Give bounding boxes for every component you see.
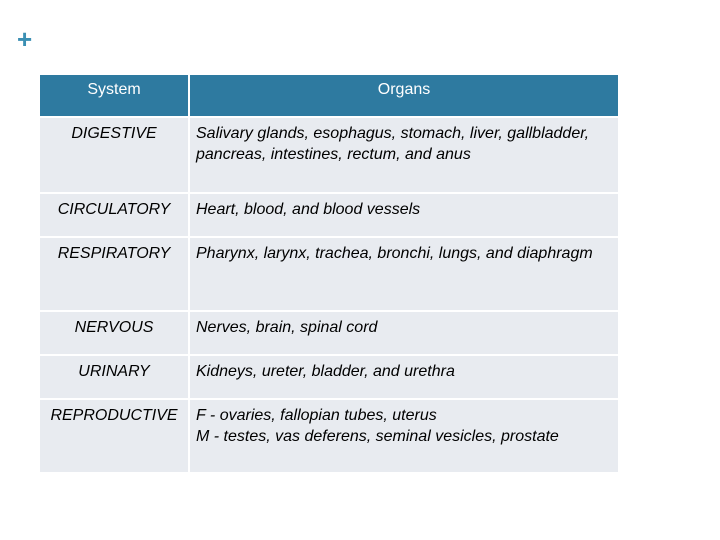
plus-icon: + (17, 24, 33, 54)
table-row (40, 236, 618, 310)
system-cell: NERVOUS (40, 310, 190, 354)
organs-cell (190, 236, 618, 310)
organs-cell (190, 398, 618, 472)
organs-cell (190, 192, 618, 236)
organs-cell (190, 354, 618, 398)
header-system: System (40, 75, 190, 116)
table-header-row (40, 75, 618, 116)
table-row (40, 116, 618, 192)
system-cell: URINARY (40, 354, 190, 398)
table-row (40, 398, 618, 472)
organs-text-female: F - ovaries, fallopian tubes, uterus (196, 407, 437, 424)
organs-cell (190, 116, 618, 192)
organs-text: Salivary glands, esophagus, stomach, liver, gallbladder, pancreas, intestines, rectum, and anus (196, 125, 590, 163)
header-organs: Organs (190, 75, 618, 116)
organs-text-male: M - testes, vas deferens, seminal vesicles, prostate (196, 428, 559, 445)
organs-cell (190, 310, 618, 354)
organs-text: Nerves, brain, spinal cord (196, 319, 378, 336)
system-cell: CIRCULATORY (40, 192, 190, 236)
body-systems-table (40, 75, 618, 472)
table-row (40, 354, 618, 398)
system-cell: RESPIRATORY (40, 236, 190, 310)
organs-text: Pharynx, larynx, trachea, bronchi, lungs, and diaphragm (196, 245, 593, 262)
table-row (40, 192, 618, 236)
table-row (40, 310, 618, 354)
system-cell: DIGESTIVE (40, 116, 190, 192)
organs-text: Heart, blood, and blood vessels (196, 201, 421, 218)
organs-text: Kidneys, ureter, bladder, and urethra (196, 363, 455, 380)
system-cell: REPRODUCTIVE (40, 398, 190, 472)
